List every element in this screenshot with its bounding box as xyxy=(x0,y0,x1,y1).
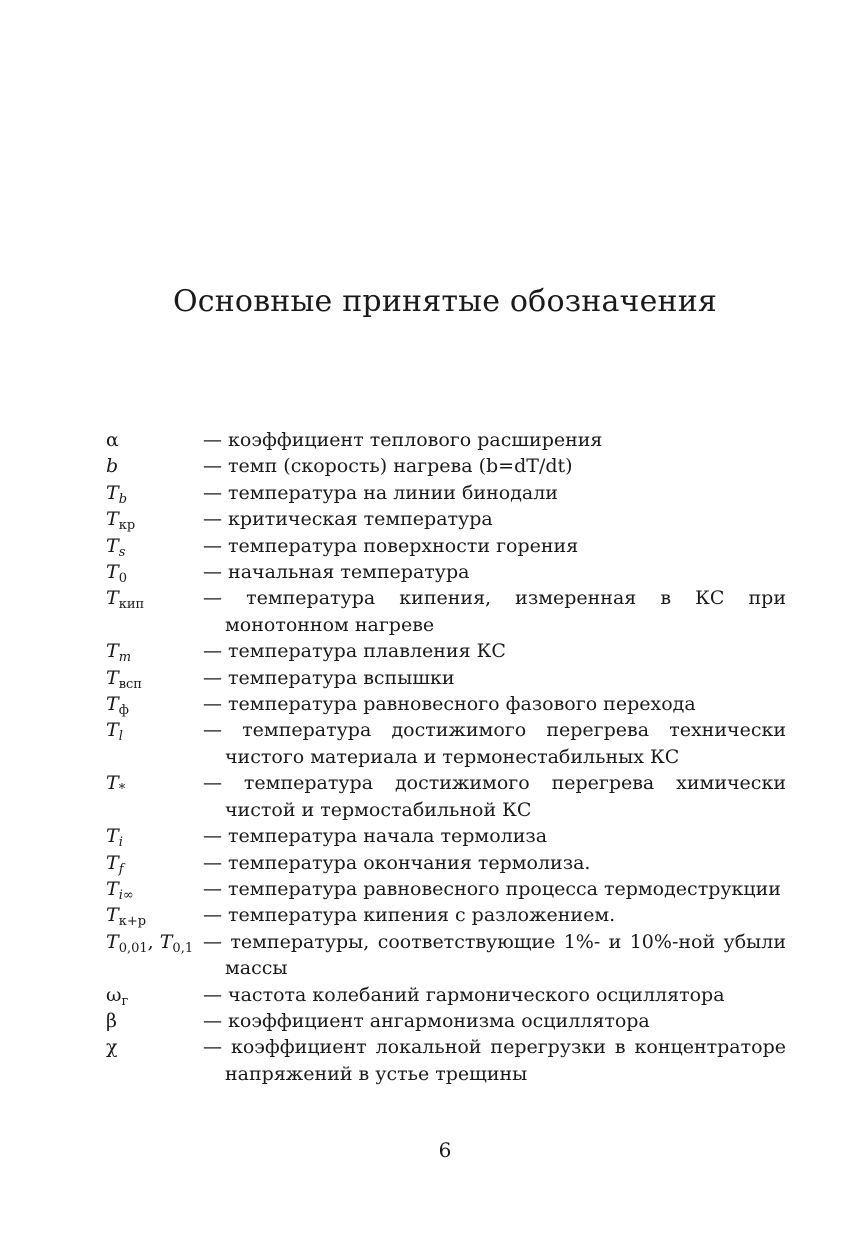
symbol-subscript: 0,1 xyxy=(172,940,194,956)
notation-list xyxy=(106,427,786,1087)
notation-description: — коэффициент ангармонизма осциллятора xyxy=(203,1009,650,1032)
notation-symbol xyxy=(106,1008,203,1034)
symbol-main: ω xyxy=(106,983,122,1006)
notation-symbol xyxy=(106,665,203,691)
symbol-main: T xyxy=(106,877,119,900)
symbol-subscript: i xyxy=(118,835,123,851)
notation-symbol xyxy=(106,638,203,664)
notation-row xyxy=(106,1008,786,1034)
notation-symbol xyxy=(106,982,203,1008)
symbol-main: b xyxy=(106,455,119,478)
notation-description: — коэффициент локальной перегрузки в концентраторе напряжений в устье трещины xyxy=(203,1036,786,1085)
notation-description: — начальная температура xyxy=(203,561,470,584)
notation-symbol xyxy=(106,770,203,823)
notation-row xyxy=(106,427,786,453)
notation-symbol xyxy=(106,427,203,453)
notation-row xyxy=(106,691,786,717)
symbol-subscript: ф xyxy=(118,703,129,719)
notation-row xyxy=(106,453,786,479)
notation-description: — критическая температура xyxy=(203,508,493,531)
notation-symbol xyxy=(106,929,203,982)
symbol-main: β xyxy=(106,1009,117,1032)
symbol-main: T xyxy=(106,851,119,874)
symbol-main: χ xyxy=(106,1036,118,1059)
notation-row xyxy=(106,717,786,770)
notation-description: — температура поверхности горения xyxy=(203,534,579,557)
symbol-main: T xyxy=(159,930,173,953)
notation-description: — температура окончания термолиза. xyxy=(203,851,591,874)
notation-row xyxy=(106,876,786,902)
notation-symbol xyxy=(106,717,203,770)
notation-row xyxy=(106,585,786,638)
notation-symbol xyxy=(106,1034,203,1087)
page-number: 6 xyxy=(438,1138,452,1162)
symbol-main: T xyxy=(106,772,119,795)
notation-row xyxy=(106,559,786,585)
notation-symbol xyxy=(106,691,203,717)
notation-description: — температура достижимого перегрева химически чистой и термостабильной КС xyxy=(203,772,786,821)
notation-description: — коэффициент теплового расширения xyxy=(203,429,603,451)
symbol-main: T xyxy=(106,825,119,848)
symbol-subscript: кип xyxy=(118,597,145,613)
notation-row xyxy=(106,638,786,664)
symbol-main: T xyxy=(106,508,119,531)
symbol-subscript: 0 xyxy=(118,571,127,587)
symbol-main: T xyxy=(106,930,119,953)
notation-symbol xyxy=(106,453,203,479)
notation-description: — температура вспышки xyxy=(203,666,455,689)
symbol-main: T xyxy=(106,587,119,610)
notation-description: — температура на линии бинодали xyxy=(203,481,558,504)
notation-row xyxy=(106,850,786,876)
notation-symbol xyxy=(106,876,203,902)
notation-description: — температура кипения с разложением. xyxy=(203,904,616,927)
symbol-main: T xyxy=(106,666,119,689)
notation-row xyxy=(106,665,786,691)
notation-description: — температура равновесного фазового перехода xyxy=(203,693,696,716)
notation-row xyxy=(106,1034,786,1087)
notation-symbol xyxy=(106,823,203,849)
notation-row xyxy=(106,533,786,559)
notation-symbol xyxy=(106,902,203,928)
symbol-subscript: всп xyxy=(118,676,142,692)
notation-description: — температура равновесного процесса термодеструкции xyxy=(203,877,781,900)
symbol-main: T xyxy=(106,719,119,742)
symbol-subscript: i∞ xyxy=(118,887,134,903)
notation-row xyxy=(106,770,786,823)
notation-description: — температура начала термолиза xyxy=(203,825,548,848)
notation-row xyxy=(106,506,786,532)
symbol-subscript: * xyxy=(118,782,126,798)
symbol-subscript: s xyxy=(118,544,126,560)
symbol-subscript: m xyxy=(118,650,132,666)
symbol-subscript: b xyxy=(118,491,128,507)
notation-description: — частота колебаний гармонического осциллятора xyxy=(203,983,725,1006)
notation-row xyxy=(106,480,786,506)
notation-description: — температура кипения, измеренная в КС при монотонном нагреве xyxy=(203,587,786,636)
symbol-main: T xyxy=(106,534,119,557)
notation-symbol xyxy=(106,533,203,559)
notation-row xyxy=(106,929,786,982)
notation-row xyxy=(106,982,786,1008)
notation-row xyxy=(106,902,786,928)
symbol-main: α xyxy=(106,429,119,451)
notation-symbol xyxy=(106,559,203,585)
notation-symbol xyxy=(106,480,203,506)
symbol-subscript: к+р xyxy=(118,914,147,930)
symbol-main: T xyxy=(106,640,119,663)
notation-symbol xyxy=(106,506,203,532)
symbol-subscript: кр xyxy=(118,518,136,534)
notation-description: — температура достижимого перегрева технически чистого материала и термонестабильных КС xyxy=(203,719,786,768)
symbol-subscript: l xyxy=(118,729,123,745)
symbol-separator: , xyxy=(147,930,160,953)
symbol-subscript: f xyxy=(118,861,124,877)
symbol-subscript: г xyxy=(121,993,129,1009)
notation-symbol xyxy=(106,585,203,638)
symbol-subscript: 0,01 xyxy=(118,940,148,956)
notation-description: — темп (скорость) нагрева (b=dT/dt) xyxy=(203,455,573,478)
notation-row xyxy=(106,823,786,849)
symbol-main: T xyxy=(106,481,119,504)
symbol-main: T xyxy=(106,693,119,716)
notation-description: — температуры, соответствующие 1%- и 10%-ной убыли массы xyxy=(203,930,786,980)
page-title: Основные принятые обозначения xyxy=(172,284,718,319)
symbol-main: T xyxy=(106,561,119,584)
symbol-main: T xyxy=(106,904,119,927)
notation-description: — температура плавления КС xyxy=(203,640,506,663)
notation-symbol xyxy=(106,850,203,876)
